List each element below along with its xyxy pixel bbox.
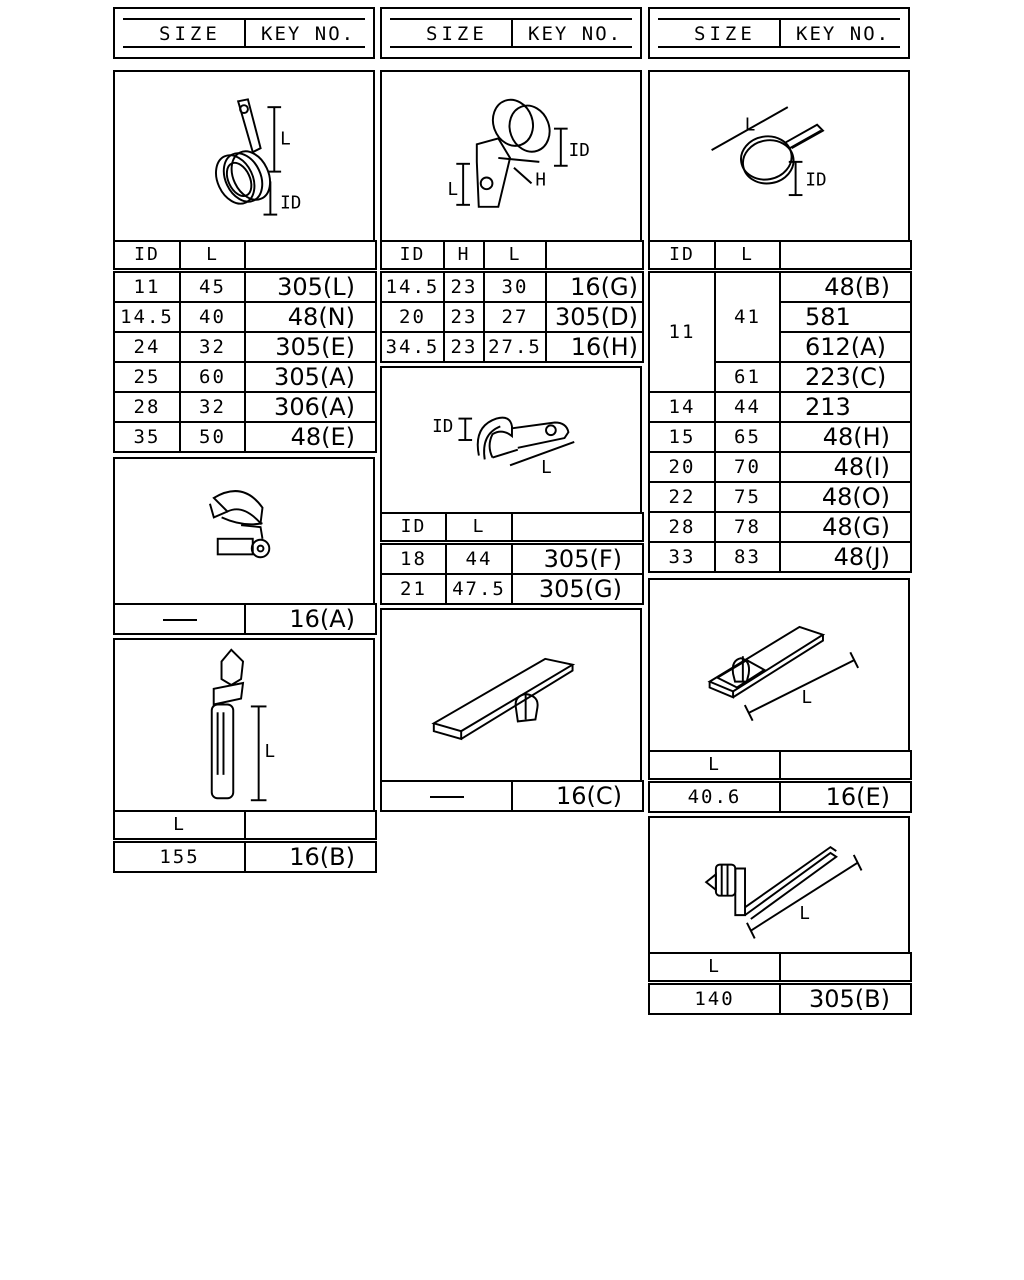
strap-clip-figure (648, 578, 910, 752)
size-dash-mark (430, 796, 464, 798)
size-dash (114, 604, 245, 634)
table-row (114, 271, 376, 303)
table-row (114, 392, 376, 422)
cell-key: 48(G) (780, 512, 911, 542)
col-header-id: ID (381, 241, 444, 271)
cell-l: 30 (484, 271, 546, 303)
cell-id: 11 (114, 271, 180, 303)
cell-id: 33 (649, 542, 715, 572)
cell-l: 44 (446, 543, 512, 575)
cell-key: 305(E) (245, 332, 376, 362)
bracket-clamp-figure (380, 70, 642, 242)
ring-clamp-table (648, 240, 912, 573)
bracket-dim-h: H (535, 170, 547, 191)
cell-id: 25 (114, 362, 180, 392)
push-clip-dim-l: L (264, 742, 276, 763)
cell-l: 60 (180, 362, 245, 392)
key-header: KEY NO. (261, 23, 356, 45)
table-row (114, 332, 376, 362)
cell-l: 70 (715, 452, 780, 482)
col-header-id: ID (649, 241, 715, 271)
cell-id: 28 (649, 512, 715, 542)
cell-key: 305(A) (245, 362, 376, 392)
table-row (114, 422, 376, 452)
cell-id: 15 (649, 422, 715, 452)
cell-key: 581 (780, 302, 911, 332)
cell-id: 34.5 (381, 332, 444, 362)
cell-l: 45 (180, 271, 245, 303)
bolt-strap-dim-l: L (799, 903, 810, 924)
header-col3 (648, 7, 910, 59)
col-header-key (512, 513, 643, 543)
ring-clamp-figure (648, 70, 910, 242)
push-clip-figure (113, 638, 375, 812)
hose-clip-figure (113, 457, 375, 605)
cell-key: 305(G) (512, 574, 643, 604)
cell-l: 78 (715, 512, 780, 542)
bolt-strap-figure (648, 816, 910, 954)
table-row (381, 781, 643, 811)
cell-id: 14 (649, 392, 715, 422)
bracket-dim-id: ID (568, 141, 590, 161)
col-header-l: L (180, 241, 245, 271)
size-dash (381, 781, 512, 811)
cell-id: 20 (381, 302, 444, 332)
table-row (649, 271, 911, 303)
cell-l: 65 (715, 422, 780, 452)
cell-id: 20 (649, 452, 715, 482)
clamp-loop-dim-id: ID (280, 193, 302, 214)
size-header: SIZE (159, 23, 221, 45)
size-dash-mark (163, 619, 197, 621)
col-header-key (780, 751, 911, 781)
table-row (649, 781, 911, 813)
cell-l: 47.5 (446, 574, 512, 604)
table-row (114, 841, 376, 873)
cell-l: 32 (180, 332, 245, 362)
cell-l: 27.5 (484, 332, 546, 362)
ring-dim-id: ID (805, 170, 827, 191)
strap-clip-table (648, 750, 912, 813)
cell-id: 35 (114, 422, 180, 452)
cell-id: 24 (114, 332, 180, 362)
cell-l: 27 (484, 302, 546, 332)
cell-key: 223(C) (780, 362, 911, 392)
cell-key: 305(L) (245, 271, 376, 303)
cell-key: 16(A) (245, 604, 376, 634)
col-header-l: L (649, 751, 780, 781)
table-row (649, 512, 911, 542)
cell-id: 14.5 (114, 302, 180, 332)
table-row (649, 983, 911, 1015)
clamp-loop-dim-l: L (280, 129, 291, 150)
cell-key: 48(J) (780, 542, 911, 572)
table-row (649, 392, 911, 422)
table-row (381, 574, 643, 604)
cell-h: 23 (444, 271, 484, 303)
col-header-key (245, 811, 376, 841)
table-row (649, 422, 911, 452)
cell-l: 44 (715, 392, 780, 422)
p-clamp-dim-l: L (541, 458, 552, 479)
key-header: KEY NO. (796, 23, 891, 45)
cell-id: 11 (649, 271, 715, 393)
col-header-l: L (715, 241, 780, 271)
strap-dim-l: L (801, 688, 813, 709)
cell-id: 28 (114, 392, 180, 422)
col-header-id: ID (381, 513, 446, 543)
ring-dim-l: L (744, 115, 756, 136)
header-col1 (113, 7, 375, 59)
cell-key: 16(C) (512, 781, 643, 811)
bracket-dim-l: L (447, 180, 459, 201)
cell-key: 48(O) (780, 482, 911, 512)
table-row (381, 543, 643, 575)
cell-l: 41 (715, 271, 780, 363)
cell-key: 305(D) (546, 302, 643, 332)
p-clamp-table (380, 512, 644, 605)
cell-key: 213 (780, 392, 911, 422)
cell-key: 48(H) (780, 422, 911, 452)
col-header-h: H (444, 241, 484, 271)
hose-clip-table (113, 603, 377, 635)
cell-h: 23 (444, 302, 484, 332)
size-header: SIZE (694, 23, 756, 45)
col-header-l: L (114, 811, 245, 841)
cell-h: 23 (444, 332, 484, 362)
cell-l: 40.6 (649, 781, 780, 813)
col-header-l: L (484, 241, 546, 271)
size-header: SIZE (426, 23, 488, 45)
col-header-key (780, 953, 911, 983)
cell-key: 305(B) (780, 983, 911, 1015)
table-row (114, 362, 376, 392)
table-row (649, 482, 911, 512)
table-row (114, 604, 376, 634)
col-header-id: ID (114, 241, 180, 271)
table-row (649, 452, 911, 482)
cell-key: 16(B) (245, 841, 376, 873)
table-row (114, 302, 376, 332)
cell-key: 306(A) (245, 392, 376, 422)
cell-key: 16(H) (546, 332, 643, 362)
cell-key: 48(I) (780, 452, 911, 482)
cell-key: 48(N) (245, 302, 376, 332)
cell-key: 16(E) (780, 781, 911, 813)
table-row (381, 332, 643, 362)
col-header-l: L (649, 953, 780, 983)
header-col2 (380, 7, 642, 59)
cell-key: 48(B) (780, 271, 911, 303)
p-clamp-dim-id: ID (432, 417, 454, 438)
p-clamp-figure (380, 366, 642, 514)
cell-l: 83 (715, 542, 780, 572)
key-header: KEY NO. (528, 23, 623, 45)
bolt-strap-table (648, 952, 912, 1015)
table-row (381, 302, 643, 332)
col-header-key (546, 241, 643, 271)
cell-key: 48(E) (245, 422, 376, 452)
cell-key: 16(G) (546, 271, 643, 303)
cell-l: 61 (715, 362, 780, 392)
bracket-clamp-table (380, 240, 644, 363)
cell-id: 22 (649, 482, 715, 512)
col-header-key (780, 241, 911, 271)
table-row (649, 542, 911, 572)
col-header-key (245, 241, 376, 271)
cell-l: 32 (180, 392, 245, 422)
cell-id: 21 (381, 574, 446, 604)
flat-clip-figure (380, 608, 642, 782)
cell-l: 140 (649, 983, 780, 1015)
cell-l: 75 (715, 482, 780, 512)
cell-l: 155 (114, 841, 245, 873)
push-clip-table (113, 810, 377, 873)
cell-l: 50 (180, 422, 245, 452)
cell-id: 18 (381, 543, 446, 575)
cell-key: 612(A) (780, 332, 911, 362)
clamp-loop-table (113, 240, 377, 453)
flat-clip-table (380, 780, 644, 812)
cell-id: 14.5 (381, 271, 444, 303)
table-row (381, 271, 643, 303)
cell-l: 40 (180, 302, 245, 332)
cell-key: 305(F) (512, 543, 643, 575)
col-header-l: L (446, 513, 512, 543)
clamp-loop-figure (113, 70, 375, 242)
